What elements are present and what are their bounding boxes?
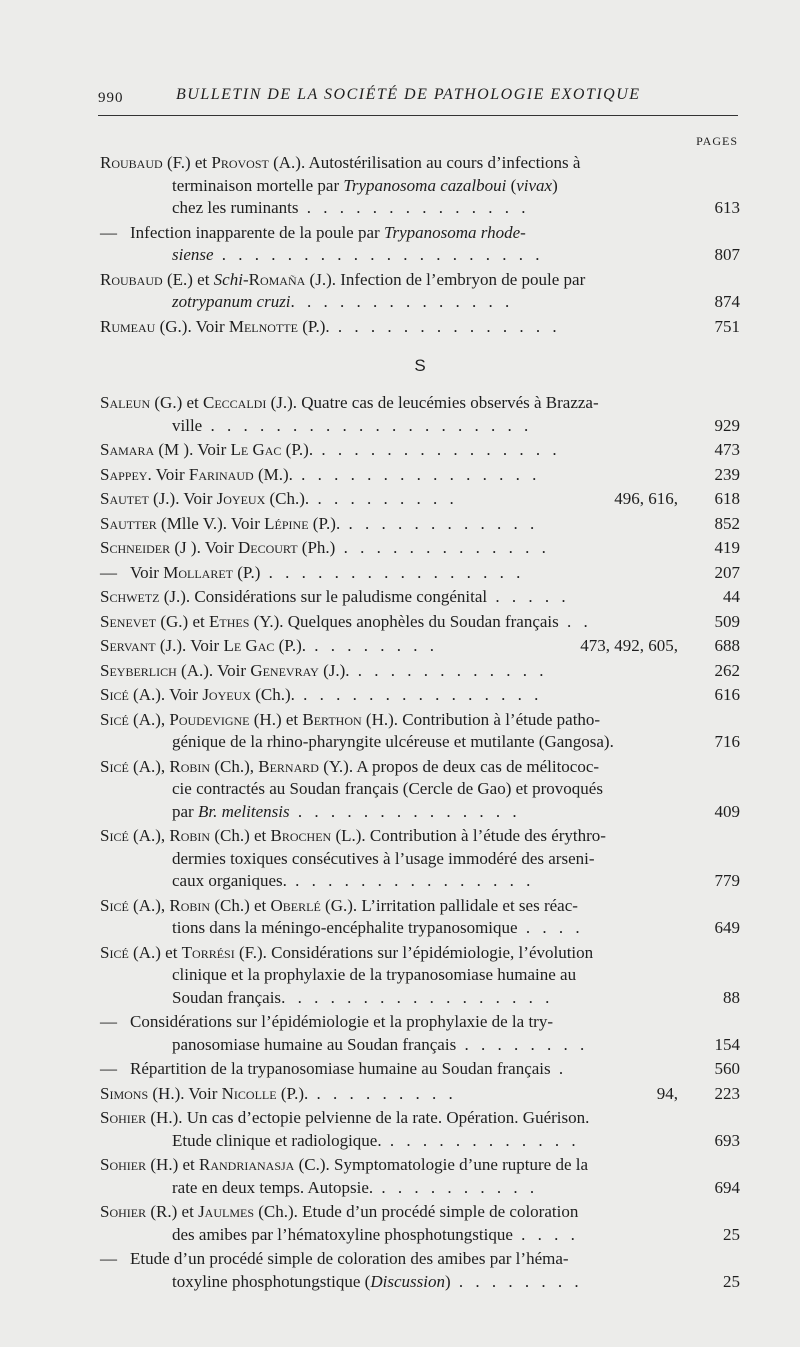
index-entry [100,464,740,487]
entry-text: (H.). Contribution à l’étude patho- [361,709,601,729]
author-name: Le Gac [223,636,275,655]
entry-text: (Ch.). [250,685,295,704]
entry-line [100,848,740,871]
page-reference: 874 [714,292,740,311]
author-name: Saleun [100,393,151,412]
index-entry [100,392,740,437]
entry-text: (A.). Autostérilisation au cours d’infections à [268,153,581,172]
entry-text: génique de la rhino-pharyngite ulcéreuse et mutilante (Gangosa). [172,732,614,751]
author-name: Schneider [100,538,171,557]
entry-text: (H.). Voir [148,1083,222,1103]
dot-leader: . . . . . . . . . . . . . . . [292,464,541,484]
ditto-dash: — [100,222,117,242]
page-reference: 207 [714,562,740,582]
author-name: Nicolle [221,1083,277,1103]
index-entry [100,488,740,511]
dot-leader: . . . . . . . . . . . . . . [298,198,530,217]
dot-leader: . . . . . . . . . . . . . . . . . . . . [213,245,544,264]
index-entry [100,269,740,314]
entry-text: Etude d’un procédé simple de coloration des amibes par l’héma- [130,1249,569,1268]
author-name: Bernard [258,756,319,776]
entry-line [100,1271,740,1294]
entry-line [100,291,740,314]
page-reference: 852 [714,513,740,533]
page-reference: 693 [714,1130,740,1150]
page-reference: 751 [714,316,740,336]
entry-text: panosomiase humaine au Soudan français [172,1034,457,1054]
dot-leader: . . . . . . . . . . . . . . . [294,685,543,704]
entry-text: (P.). [308,513,341,533]
italic-text: vivax [516,175,553,195]
entry-text: (Y.). A propos de deux cas de mélitococ- [318,756,600,776]
page-reference: 409 [714,801,740,821]
entry-line [100,152,740,175]
entry-text: (Ch.). Etude d’un procédé simple de coloration [254,1202,579,1221]
author-name: Sappey [100,464,148,484]
entry-text: (J ). Voir [170,538,238,557]
dot-leader: . . . . . . . . . . . . . [335,538,550,557]
entry-text: (P.). [274,636,307,655]
index-entry [100,152,740,220]
dot-leader: . . . . . . . . . . . . . . . [313,440,561,459]
entry-text: (F.). Considérations sur l’épidémiologie, l’évolution [234,942,594,962]
entry-text: (A.). Voir [176,660,251,680]
index-entry [100,635,740,658]
entry-line [100,684,740,707]
extra-pages: 94, [656,1083,678,1103]
italic-text: Br. melitensis [197,801,290,821]
dot-leader: . . . . . . . . . . . . . . [290,292,514,311]
author-name: Sicé [100,685,129,704]
entry-line [100,964,740,987]
author-name: Le Gac [230,440,282,459]
entry-text: ( [506,175,517,195]
page-reference: 25 [723,1271,740,1291]
entry-line [100,488,740,511]
entry-text: (J.). Considérations sur le paludisme congénital [159,587,488,606]
index-entry [100,222,740,267]
author-name: Jaulmes [198,1202,255,1221]
entry-line [100,1058,740,1081]
dot-leader: . . . . . . . . [306,636,439,655]
entry-text: (C.). Symptomatologie d’une rupture de la [294,1155,589,1174]
page-number: 990 [98,90,124,106]
entry-text: (H.) et [249,709,303,729]
entry-line [100,1224,740,1247]
italic-text: Discussion [370,1271,445,1291]
entry-line [100,439,740,462]
author-name: Schwetz [100,587,160,606]
entry-text: (F.) et [162,153,212,172]
author-name: Senevet [100,611,157,631]
entry-text: (P.). [276,1083,309,1103]
entry-text: (A.), [128,826,170,845]
page-reference: 44 [723,587,740,606]
entry-line [100,1011,740,1034]
dot-leader: . . . . . . . . . . . . [340,513,539,533]
page-reference: 779 [714,871,740,890]
entry-line [100,709,740,732]
entry-text: (J.). Quatre cas de leucémies observés à Brazza- [266,393,599,412]
author-name: Joyeux [202,685,251,704]
entry-text: ) [552,175,558,195]
entry-text: (J.). [318,660,350,680]
dot-leader: . . . . . . . . [450,1271,583,1291]
ditto-dash: — [100,1012,117,1031]
entry-line [100,895,740,918]
entry-line [100,825,740,848]
author-name: Sicé [100,826,129,845]
dot-leader: . . . . [512,1224,579,1244]
author-name: Sicé [100,942,129,962]
italic-text: Trypanosoma cazalboui [343,175,507,195]
entry-line [100,197,740,220]
author-name: Samara [100,440,155,459]
entry-line [100,1034,740,1057]
dot-leader: . . [558,611,592,631]
page-reference: 25 [723,1224,740,1244]
author-name: Poudevigne [169,709,250,729]
author-name: Provost [211,153,269,172]
entry-line [100,635,740,658]
entry-text: (Ch.) et [210,826,271,845]
index-entry [100,1011,740,1056]
author-name: Servant [100,636,156,655]
entry-line [100,244,740,267]
author-name: Ethes [208,611,250,631]
entry-line [100,917,740,940]
index-entry [100,1201,740,1246]
italic-text: Schi- [213,269,249,289]
entry-line [100,415,740,438]
entry-text: Etude clinique et radiologique. [172,1130,382,1150]
page-reference: 929 [714,415,740,435]
ditto-dash: — [100,562,117,582]
author-name: Genevray [250,660,319,680]
entry-text: terminaison mortelle par [172,175,344,195]
author-name: Melnotte [228,316,298,336]
entry-line [100,392,740,415]
page-reference: 560 [714,1059,740,1078]
entry-line [100,269,740,292]
author-name: Simons [100,1083,149,1103]
page-reference: 616 [714,685,740,704]
entry-line [100,586,740,609]
entry-line [100,1107,740,1130]
author-name: Farinaud [188,464,254,484]
index-entry [100,942,740,1010]
entry-text: (E.) et [162,269,214,289]
author-name: Sicé [100,709,129,729]
dot-leader: . . . . . . . . . . . . [349,660,548,680]
index-entry [100,825,740,893]
author-name: Sautet [100,489,149,508]
entry-text: (Ch.). [265,489,310,508]
page-reference: 473 [714,440,740,459]
author-name: Sohier [100,1155,147,1174]
entry-text: (A.). Voir [128,685,203,704]
entry-line [100,1248,740,1271]
italic-text: Trypanosoma rhode- [383,222,526,242]
entry-text: (R.) et [146,1202,199,1221]
index-entry [100,709,740,754]
entry-line [100,987,740,1010]
entry-line [100,175,740,198]
entry-text: dermies toxiques consécutives à l’usage immodéré des arseni- [172,848,595,868]
entry-text: (A.), [128,756,170,776]
entry-text: . Voir [147,464,189,484]
entry-text: (P.). [297,316,330,336]
entry-line [100,562,740,585]
dot-leader: . . . . . . . . [456,1034,589,1054]
entry-text: (A.) et [128,942,182,962]
index-entry [100,513,740,536]
entry-line [100,222,740,245]
entry-line [100,316,740,339]
author-name: Brochen [270,826,332,845]
entry-line [100,870,740,893]
author-name: Roubaud [100,269,163,289]
entry-line [100,731,740,754]
entry-line [100,1177,740,1200]
index-entry [100,1248,740,1293]
extra-pages: 473, 492, 605, [580,636,678,655]
dot-leader: . . . . . . . . . [308,1083,457,1103]
index-entry [100,1083,740,1106]
entry-text: (M ). Voir [154,440,231,459]
entry-text: toxyline phosphotungstique ( [172,1271,371,1291]
index-entry [100,316,740,339]
dot-leader: . . . . . . . . . . . . . . . . [260,562,525,582]
index-entry [100,684,740,707]
index-entry [100,1154,740,1199]
index-entry [100,611,740,634]
entry-line [100,1130,740,1153]
dot-leader: . . . . . . . . . . . . . . . . . . . . [202,415,533,435]
author-name: Sohier [100,1202,147,1221]
entry-text: (A.), [128,895,170,915]
extra-pages: 496, 616, [614,489,678,508]
dot-leader: . . . . . . . . . . . . . . . . . [281,987,554,1007]
ditto-dash: — [100,1249,117,1268]
entry-text: (Ch.), [210,756,259,776]
page-reference: 239 [714,464,740,484]
entry-text: caux organiques. [172,871,287,890]
index-body [100,152,740,1295]
index-entry [100,1107,740,1152]
entry-line [100,1201,740,1224]
entry-text: (M.). [253,464,293,484]
entry-text: Soudan français [172,987,282,1007]
dot-leader: . . . . . . . . . . . . [381,1130,580,1150]
author-name: Sautter [100,513,157,533]
index-entry [100,756,740,824]
entry-text: (H.). Un cas d’ectopie pelvienne de la rate. Opération. Guérison. [146,1108,590,1127]
page-reference: 419 [714,538,740,557]
page-reference: 223 [714,1083,740,1103]
entry-text: ) [444,1271,451,1291]
entry-text: (J.). Infection de l’embryon de poule par [305,269,586,289]
entry-text: clinique et la prophylaxie de la trypanosomiase humaine au [172,965,577,984]
entry-text: (L.). Contribution à l’étude des érythro- [331,826,606,845]
author-name: Sicé [100,895,129,915]
entry-text: (P.). [281,440,314,459]
dot-leader: . . . . . [487,587,570,606]
entry-text: Répartition de la trypanosomiase humaine au Soudan français [130,1059,551,1078]
ditto-dash: — [100,1059,117,1078]
author-name: Torrési [181,942,235,962]
entry-text: (Ph.) [297,538,336,557]
dot-leader: . . . . [517,918,584,937]
index-entry [100,586,740,609]
journal-title: BULLETIN DE LA SOCIÉTÉ DE PATHOLOGIE EXOTIQUE [176,86,641,103]
index-entry [100,562,740,585]
author-name: Seyberlich [100,660,177,680]
author-name: Joyeux [216,489,266,508]
entry-text: (J.). Voir [148,489,217,508]
entry-line [100,537,740,560]
entry-text: (G.). Voir [155,316,229,336]
author-name: Lépine [264,513,309,533]
page-reference: 694 [714,1177,740,1197]
entry-text: (Y.). Quelques anophèles du Soudan français [249,611,559,631]
dot-leader: . . . . . . . . . . . . . . . [286,871,535,890]
dot-leader: . . . . . . . . . . . . . . [329,316,561,336]
pages-column-label: PAGES [696,134,738,148]
page-reference: 618 [714,489,740,508]
entry-text: (Mlle V.). Voir [156,513,265,533]
entry-line [100,801,740,824]
author-name: Randrianasja [199,1155,295,1174]
header-rule [98,115,738,116]
author-name: Robin [169,826,211,845]
entry-text: par [172,801,198,821]
author-name: Sicé [100,756,129,776]
entry-text: Considérations sur l’épidémiologie et la prophylaxie de la try- [130,1012,553,1031]
page-reference: 613 [714,198,740,217]
entry-line [100,464,740,487]
entry-text: tions dans la méningo-encéphalite trypanosomique [172,918,518,937]
author-name: Robin [169,895,211,915]
author-name: Robin [169,756,211,776]
page-reference: 688 [714,636,740,655]
entry-text: (H.) et [146,1155,199,1174]
entry-line [100,611,740,634]
page-reference: 649 [714,918,740,937]
page-reference: 154 [714,1034,740,1054]
entry-text: (A.), [128,709,170,729]
author-name: Decourt [237,538,298,557]
entry-text: chez les ruminants [172,198,299,217]
author-name: Mollaret [163,562,234,582]
page-reference: 509 [714,611,740,631]
italic-text: siense [172,245,214,264]
index-entry [100,660,740,683]
dot-leader: . [550,1059,568,1078]
dot-leader: . . . . . . . . . . [373,1177,539,1197]
section-letter: S [414,356,426,375]
entry-text: (G.) et [156,611,209,631]
page-reference: 262 [714,660,740,680]
entry-text: Voir [130,562,164,582]
entry-text: ville [172,415,203,435]
entry-line [100,660,740,683]
entry-line [100,513,740,536]
entry-text: (G.) et [150,393,203,412]
index-entry [100,537,740,560]
entry-text: des amibes par l’hématoxyline phosphotungstique [172,1224,513,1244]
page-reference: 716 [714,732,740,751]
entry-line [100,942,740,965]
author-name: Berthon [302,709,362,729]
page-reference: 807 [714,245,740,264]
entry-text: cie contractés au Soudan français (Cercle de Gao) et provoqués [172,779,603,798]
entry-text: (G.). L’irritation pallidale et ses réac- [320,895,578,915]
index-entry [100,895,740,940]
entry-text: (P.) [233,562,261,582]
author-name: Ceccaldi [203,393,267,412]
author-name: Sohier [100,1108,147,1127]
author-name: Romaña [248,269,306,289]
entry-line [100,756,740,779]
entry-line [100,778,740,801]
italic-text: zotrypanum cruzi [172,292,291,311]
entry-line [100,1083,740,1106]
author-name: Rumeau [100,316,156,336]
index-entry [100,1058,740,1081]
author-name: Roubaud [100,153,163,172]
dot-leader: . . . . . . . . . . . . . . [289,801,521,821]
page-reference: 88 [723,987,740,1007]
entry-text: Infection inapparente de la poule par [130,222,384,242]
dot-leader: . . . . . . . . . [309,489,458,508]
entry-line [100,1154,740,1177]
entry-text: rate en deux temps. Autopsie. [172,1177,374,1197]
entry-text: (J.). Voir [155,636,224,655]
entry-text: (Ch.) et [210,895,271,915]
index-entry [100,439,740,462]
author-name: Oberlé [270,895,321,915]
